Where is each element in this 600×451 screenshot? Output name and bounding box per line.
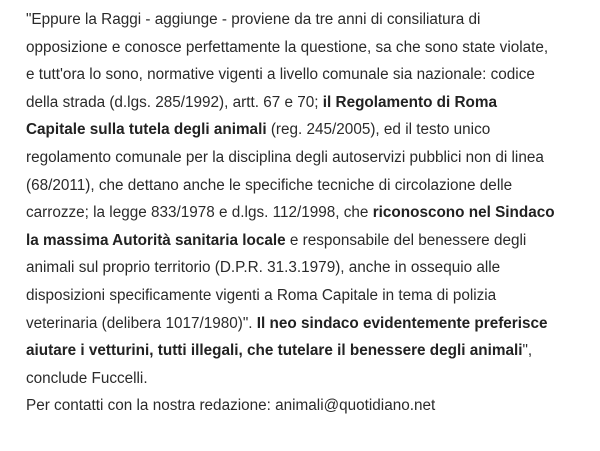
paragraph-line — [26, 227, 586, 255]
bold-text-run: Il neo sindaco evidentemente preferisce — [256, 314, 548, 332]
contact-text: Per contatti con la nostra redazione: animali@quotidiano.net — [26, 397, 436, 415]
contact-line — [26, 392, 586, 420]
paragraph-line — [26, 365, 586, 393]
bold-text-run: aiutare i vetturini, tutti illegali, che tutelare il benessere degli animali — [26, 342, 523, 360]
text-run: della strada (d.lgs. 285/1992), artt. 67 e 70; — [26, 93, 323, 111]
text-run: regolamento comunale per la disciplina degli autoservizi pubblici non di linea — [26, 148, 544, 166]
text-run: animali sul proprio territorio (D.P.R. 31.3.1979), anche in ossequio alle — [26, 259, 501, 277]
bold-text-run: Capitale sulla tutela degli animali — [26, 121, 267, 139]
text-run: e tutt'ora lo sono, normative vigenti a livello comunale sia nazionale: codice — [26, 66, 535, 84]
paragraph-line — [26, 116, 586, 144]
paragraph-line — [26, 282, 586, 310]
paragraph-line — [26, 61, 586, 89]
paragraph-line — [26, 310, 586, 338]
quote-paragraph — [26, 6, 586, 392]
bold-text-run: la massima Autorità sanitaria locale — [26, 231, 286, 249]
article-body — [26, 6, 586, 420]
paragraph-line — [26, 89, 586, 117]
text-run: (reg. 245/2005), ed il testo unico — [266, 121, 491, 139]
text-run: conclude Fuccelli. — [26, 369, 148, 387]
text-run: carrozze; la legge 833/1978 e d.lgs. 112/1998, che — [26, 204, 373, 222]
text-run: ", — [522, 342, 533, 360]
paragraph-line — [26, 337, 586, 365]
paragraph-line — [26, 144, 586, 172]
text-run: veterinaria (delibera 1017/1980)". — [26, 314, 257, 332]
text-run: e responsabile del benessere degli — [285, 231, 527, 249]
paragraph-line — [26, 172, 586, 200]
paragraph-line — [26, 254, 586, 282]
bold-text-run: riconoscono nel Sindaco — [372, 204, 555, 222]
text-run: disposizioni specificamente vigenti a Roma Capitale in tema di polizia — [26, 286, 497, 304]
bold-text-run: il Regolamento di Roma — [322, 93, 498, 111]
text-run: (68/2011), che dettano anche le specifiche tecniche di circolazione delle — [26, 176, 513, 194]
paragraph-line — [26, 34, 586, 62]
text-run: opposizione e conosce perfettamente la questione, sa che sono state violate, — [26, 38, 549, 56]
paragraph-line — [26, 6, 586, 34]
paragraph-line — [26, 199, 586, 227]
text-run: "Eppure la Raggi - aggiunge - proviene da tre anni di consiliatura di — [26, 11, 481, 28]
